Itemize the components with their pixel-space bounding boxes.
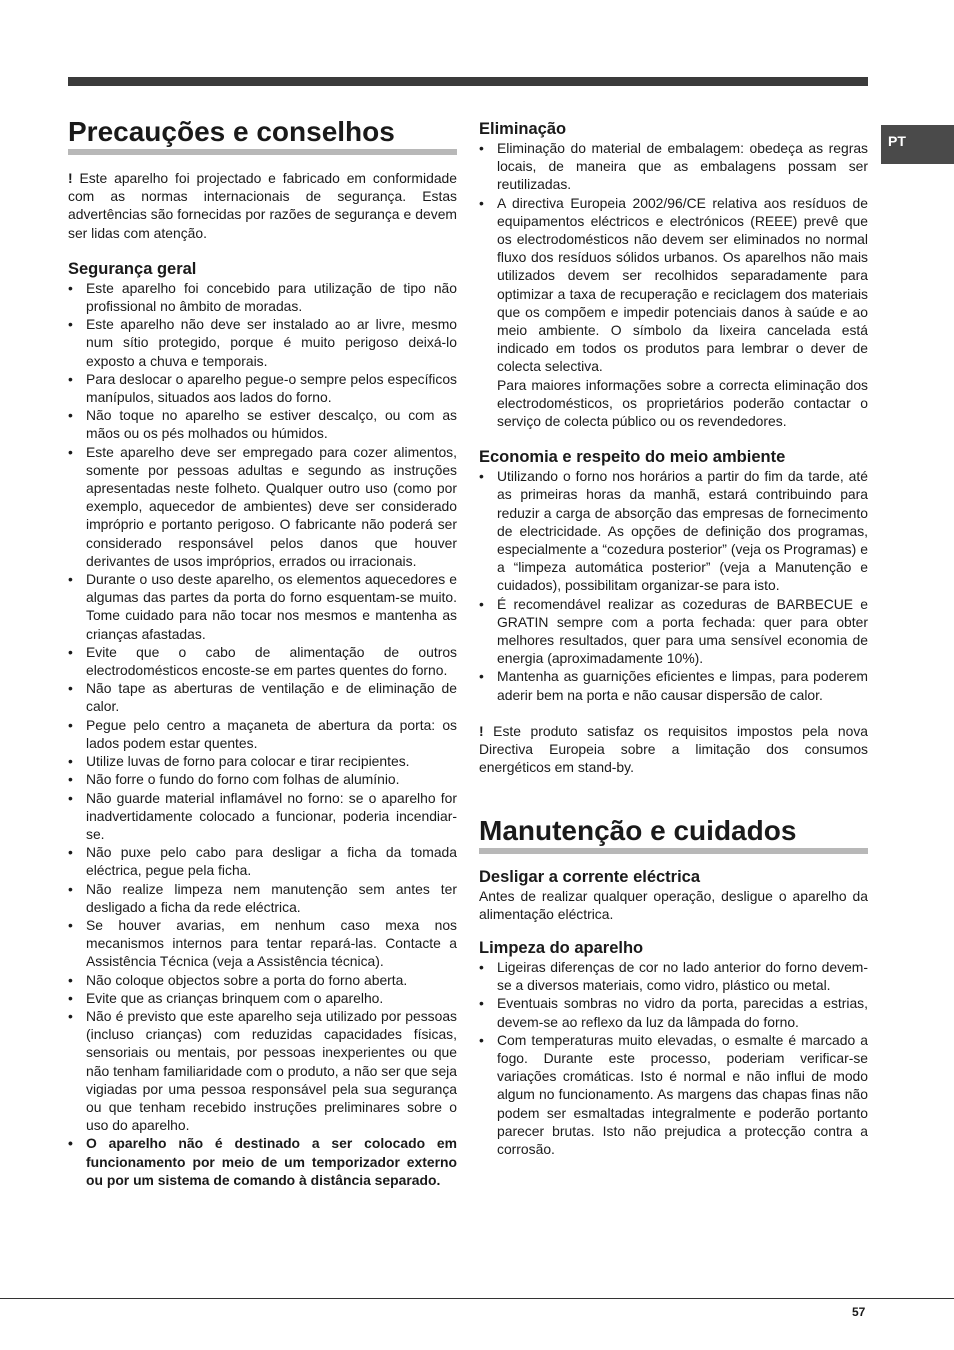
header-rule [68, 77, 868, 86]
list-item: • Evite que as crianças brinquem com o aparelho. [68, 989, 457, 1007]
list-item: • A directiva Europeia 2002/96/CE relativa aos resíduos de equipamentos eléctricos e electrónicos (REEE) prevê que os electrodomésticos não devem ser eliminados no normal fluxo dos resíduos sólidos urbanos. Os aparelhos não mais utilizados devem ser recolhidos separadamente para optimizar a taxa de recuperação e reciclagem dos materiais que os compõem e impedir potenciais danos à saúde e ao meio ambiente. O símbolo da lixeira cancelada está indicado em todos os produtos para lembrar o dever de colecta selectiva. [479, 194, 868, 376]
right-column [479, 116, 868, 1158]
list-item: • Este aparelho foi concebido para utilização de tipo não profissional no âmbito de moradas. [68, 279, 457, 315]
page-number: 57 [852, 1305, 866, 1319]
disposal-heading: Eliminação [479, 120, 567, 138]
list-item: • Não realize limpeza nem manutenção sem antes ter desligado a ficha da rede eléctrica. [68, 880, 457, 916]
list-item: • Utilizando o forno nos horários a partir do fim da tarde, até as primeiras horas da manhã, estará contribuindo para reduzir a carga de absorção das empresas de fornecimento de electricidade. As opções de definição dos programas, especialmente a “cozedura posterior” (veja os Programas) e a “limpeza automática posterior” (veja a Manutenção e cuidados), possibilitam organizar-se para isto. [479, 467, 868, 594]
list-item: • Não forre o fundo do forno com folhas de alumínio. [68, 770, 457, 788]
list-item: • Se houver avarias, em nenhum caso mexa nos mecanismos internos para tentar repará-las. Contacte a Assistência Técnica (veja a Assistência técnica). [68, 916, 457, 971]
list-item: • Não é previsto que este aparelho seja utilizado por pessoas (incluso crianças) com reduzidas capacidades físicas, sensoriais ou mentais, por pessoas inexperientes ou que não tenham familiaridade com o produto, a não ser que seja vigiadas por uma pessoa responsável pela sua segurança ou que tenham recebido instruções preliminares sobre o uso do aparelho. [68, 1007, 457, 1134]
list-item: • Não tape as aberturas de ventilação e de eliminação de calor. [68, 679, 457, 715]
language-tab: PT [881, 125, 954, 164]
safety-heading: Segurança geral [68, 259, 197, 278]
list-item: • Durante o uso deste aparelho, os elementos aquecedores e algumas das partes da porta do forno esquentam-se muito. Tome cuidado para não tocar nos mesmos e mantenha as crianças afastadas. [68, 570, 457, 643]
list-item: • Utilize luvas de forno para colocar e tirar recipientes. [68, 752, 457, 770]
safety-list [68, 279, 457, 1189]
warning-mark-icon: ! [68, 170, 73, 186]
list-item: • Com temperaturas muito elevadas, o esmalte é marcado a fogo. Durante este processo, poderiam verificar-se variações cromáticas. Isto é normal e não influi de modo algum no funcionamento. As margens das chapas finas não podem ser esmaltadas integralmente e poderão portanto parecer brutas. Isto não prejudica a protecção contra a corrosão. [479, 1031, 868, 1158]
economy-note: ! Este produto satisfaz os requisitos impostos pela nova Directiva Europeia sobre a limitação dos consumos energéticos em stand-by. [479, 722, 868, 776]
list-item: • Este aparelho deve ser empregado para cozer alimentos, somente por pessoas adultas e segundo as instruções apresentadas neste folheto. Qualquer outro uso (como por exemplo, aquecedor de ambientes) deve ser considerado impróprio e portanto perigoso. O fabricante não poderá ser considerado responsável pelos danos que houver derivantes de usos impróprios, errados ou irracionais. [68, 443, 457, 570]
list-item: • Ligeiras diferenças de cor no lado anterior do forno devem-se a diversos materiais, como vidro, plástico ou metal. [479, 958, 868, 994]
list-item: • Pegue pelo centro a maçaneta de abertura da porta: os lados podem estar quentes. [68, 716, 457, 752]
warning-mark-icon: ! [479, 722, 484, 739]
cleaning-list [479, 958, 868, 1158]
list-item: • Não puxe pelo cabo para desligar a ficha da tomada eléctrica, pegue pela ficha. [68, 843, 457, 879]
list-item: • Eliminação do material de embalagem: obedeça as regras locais, de maneira que as embalagens possam ser reutilizadas. [479, 139, 868, 194]
list-item: • Eventuais sombras no vidro da porta, parecidas a estrias, devem-se ao reflexo da luz da lâmpada do forno. [479, 994, 868, 1030]
list-item-bold: • O aparelho não é destinado a ser colocado em funcionamento por meio de um temporizador externo ou por um sistema de comando à distância separado. [68, 1134, 457, 1189]
list-item: • Não coloque objectos sobre a porta do forno aberta. [68, 971, 457, 989]
precautions-title: Precauções e conselhos [68, 116, 457, 155]
list-item: • Mantenha as guarnições eficientes e limpas, para poderem aderir bem na porta e não causar dispersão de calor. [479, 667, 868, 703]
footer-rule [0, 1298, 954, 1299]
list-item: • Não guarde material inflamável no forno: se o aparelho for inadvertidamente colocado a funcionar, poderia incendiar-se. [68, 789, 457, 844]
economy-heading: Economia e respeito do meio ambiente [479, 448, 786, 467]
power-heading: Desligar a corrente eléctrica [479, 867, 701, 886]
economy-list [479, 467, 868, 704]
maintenance-title: Manutenção e cuidados [479, 815, 868, 854]
list-item: • Não toque no aparelho se estiver descalço, ou com as mãos ou os pés molhados ou húmidos. [68, 406, 457, 442]
intro-paragraph: ! Este aparelho foi projectado e fabricado em conformidade com as normas internacionais de segurança. Estas advertências são fornecidas por razões de segurança e devem ser lidas com atenção. [68, 170, 457, 241]
list-item: • É recomendável realizar as cozeduras de BARBECUE e GRATIN sempre com a porta fechada: quer para obter melhores resultados, quer para uma sensível economia de energia (aproximadamente 10%). [479, 595, 868, 668]
list-item: • Este aparelho não deve ser instalado ao ar livre, mesmo num sítio protegido, porque é muito perigoso deixá-lo exposto a chuva e temporais. [68, 315, 457, 370]
cleaning-heading: Limpeza do aparelho [479, 938, 644, 957]
disposal-list [479, 139, 868, 376]
left-column [68, 116, 457, 1189]
power-paragraph: Antes de realizar qualquer operação, desligue o aparelho da alimentação eléctrica. [479, 887, 868, 922]
list-item: • Evite que o cabo de alimentação de outros electrodomésticos encoste-se em partes quentes do forno. [68, 643, 457, 679]
list-item: • Para deslocar o aparelho pegue-o sempre pelos específicos manípulos, situados aos lados do forno. [68, 370, 457, 406]
disposal-extra: Para maiores informações sobre a correcta eliminação dos electrodomésticos, os proprietários poderão contactar o serviço de colecta público ou os revendedores. [497, 376, 868, 430]
